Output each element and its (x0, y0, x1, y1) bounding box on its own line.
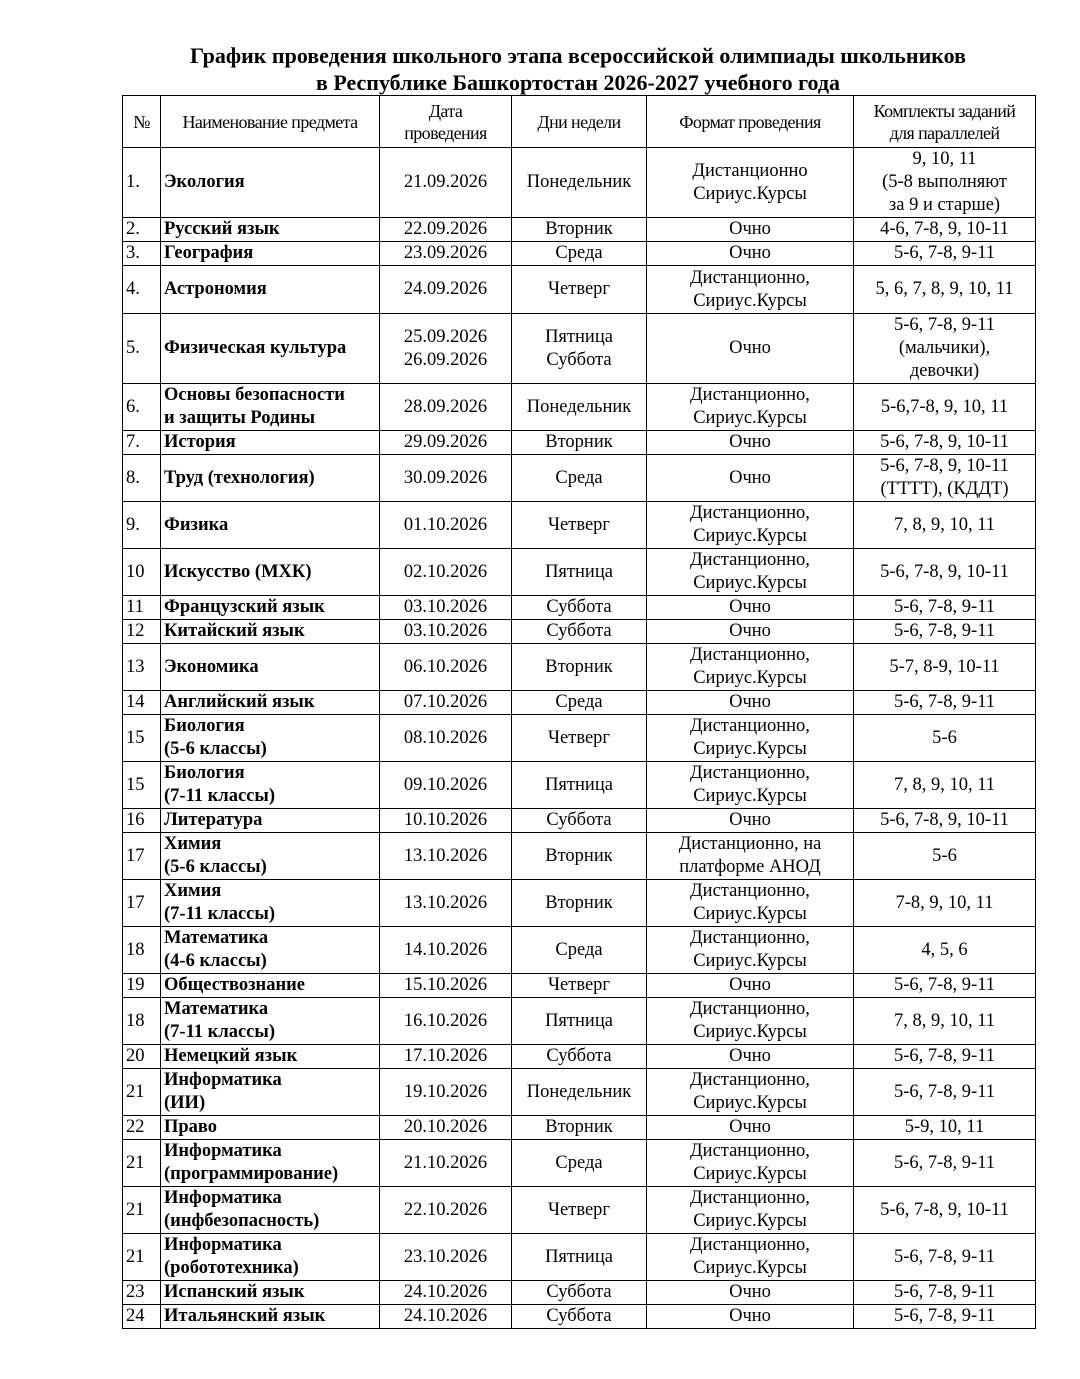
event-format: Очно (647, 455, 854, 502)
task-kits: 7, 8, 9, 10, 11 (854, 762, 1036, 809)
event-format: Очно (647, 596, 854, 620)
task-kits: 5-6, 7-8, 9, 10-11 (854, 1187, 1036, 1234)
event-date: 03.10.2026 (380, 620, 512, 644)
weekday: Четверг (512, 1187, 647, 1234)
weekday: Вторник (512, 880, 647, 927)
event-date: 07.10.2026 (380, 691, 512, 715)
task-kits: 5-6, 7-8, 9-11 (854, 1140, 1036, 1187)
event-format: Дистанционно, Сириус.Курсы (647, 266, 854, 314)
event-format: Очно (647, 1281, 854, 1305)
subject-name: Физика (161, 502, 380, 549)
event-date: 15.10.2026 (380, 974, 512, 998)
table-row (123, 880, 1036, 927)
row-number: 21 (123, 1140, 161, 1187)
row-number: 2. (123, 218, 161, 242)
weekday: Среда (512, 691, 647, 715)
row-number: 23 (123, 1281, 161, 1305)
task-kits: 7, 8, 9, 10, 11 (854, 502, 1036, 549)
event-format: Дистанционно, Сириус.Курсы (647, 644, 854, 691)
subject-name: Литература (161, 809, 380, 833)
row-number: 17 (123, 833, 161, 880)
row-number: 20 (123, 1045, 161, 1069)
row-number: 6. (123, 384, 161, 431)
task-kits: 5, 6, 7, 8, 9, 10, 11 (854, 266, 1036, 314)
event-date: 23.09.2026 (380, 242, 512, 266)
weekday: Пятница (512, 1234, 647, 1281)
document-title (122, 42, 1034, 96)
subject-name: Информатика (программирование) (161, 1140, 380, 1187)
table-row (123, 384, 1036, 431)
table-row (123, 1187, 1036, 1234)
event-format: Дистанционно, Сириус.Курсы (647, 549, 854, 596)
subject-name: Астрономия (161, 266, 380, 314)
subject-name: Английский язык (161, 691, 380, 715)
event-date: 22.09.2026 (380, 218, 512, 242)
row-number: 7. (123, 431, 161, 455)
event-date: 29.09.2026 (380, 431, 512, 455)
weekday: Пятница (512, 998, 647, 1045)
task-kits: 5-6, 7-8, 9-11 (854, 974, 1036, 998)
weekday: Вторник (512, 431, 647, 455)
subject-name: Информатика (инфбезопасность) (161, 1187, 380, 1234)
task-kits: 5-6 (854, 715, 1036, 762)
row-number: 22 (123, 1116, 161, 1140)
subject-name: Китайский язык (161, 620, 380, 644)
subject-name: Экология (161, 148, 380, 218)
task-kits: 5-6, 7-8, 9-11 (854, 1305, 1036, 1329)
weekday: Четверг (512, 266, 647, 314)
weekday: Понедельник (512, 1069, 647, 1116)
task-kits: 5-6 (854, 833, 1036, 880)
event-format: Дистанционно, Сириус.Курсы (647, 927, 854, 974)
event-format: Очно (647, 242, 854, 266)
event-format: Дистанционно Сириус.Курсы (647, 148, 854, 218)
task-kits: 5-6, 7-8, 9-11 (854, 1069, 1036, 1116)
task-kits: 5-6, 7-8, 9-11 (854, 596, 1036, 620)
event-date: 16.10.2026 (380, 998, 512, 1045)
row-number: 1. (123, 148, 161, 218)
subject-name: Искусство (МХК) (161, 549, 380, 596)
event-date: 08.10.2026 (380, 715, 512, 762)
olympiad-schedule-table (122, 95, 1036, 1329)
table-row (123, 314, 1036, 384)
task-kits: 5-9, 10, 11 (854, 1116, 1036, 1140)
event-format: Очно (647, 974, 854, 998)
event-date: 13.10.2026 (380, 880, 512, 927)
table-row (123, 1069, 1036, 1116)
event-date: 19.10.2026 (380, 1069, 512, 1116)
task-kits: 5-6, 7-8, 9-11 (854, 1234, 1036, 1281)
event-format: Очно (647, 1116, 854, 1140)
weekday: Среда (512, 927, 647, 974)
task-kits: 5-7, 8-9, 10-11 (854, 644, 1036, 691)
subject-name: Физическая культура (161, 314, 380, 384)
table-header-row (123, 96, 1036, 148)
subject-name: Химия (5-6 классы) (161, 833, 380, 880)
row-number: 12 (123, 620, 161, 644)
subject-name: Русский язык (161, 218, 380, 242)
task-kits: 4, 5, 6 (854, 927, 1036, 974)
subject-name: Экономика (161, 644, 380, 691)
event-date: 09.10.2026 (380, 762, 512, 809)
event-format: Дистанционно, Сириус.Курсы (647, 998, 854, 1045)
task-kits: 9, 10, 11 (5-8 выполняют за 9 и старше) (854, 148, 1036, 218)
event-format: Дистанционно, на платформе АНОД (647, 833, 854, 880)
row-number: 21 (123, 1069, 161, 1116)
subject-name: Труд (технология) (161, 455, 380, 502)
weekday: Вторник (512, 218, 647, 242)
row-number: 15 (123, 715, 161, 762)
row-number: 3. (123, 242, 161, 266)
event-date: 13.10.2026 (380, 833, 512, 880)
task-kits: 5-6, 7-8, 9-11 (854, 1045, 1036, 1069)
weekday: Суббота (512, 809, 647, 833)
task-kits: 5-6, 7-8, 9, 10-11 (854, 431, 1036, 455)
event-format: Очно (647, 1305, 854, 1329)
event-format: Дистанционно, Сириус.Курсы (647, 762, 854, 809)
task-kits: 4-6, 7-8, 9, 10-11 (854, 218, 1036, 242)
row-number: 16 (123, 809, 161, 833)
table-row (123, 809, 1036, 833)
task-kits: 5-6, 7-8, 9-11 (854, 1281, 1036, 1305)
event-format: Дистанционно, Сириус.Курсы (647, 880, 854, 927)
row-number: 24 (123, 1305, 161, 1329)
table-row (123, 1116, 1036, 1140)
event-date: 10.10.2026 (380, 809, 512, 833)
row-number: 21 (123, 1234, 161, 1281)
event-date: 25.09.2026 26.09.2026 (380, 314, 512, 384)
event-format: Очно (647, 809, 854, 833)
subject-name: Математика (4-6 классы) (161, 927, 380, 974)
weekday: Вторник (512, 1116, 647, 1140)
weekday: Суббота (512, 1281, 647, 1305)
event-format: Дистанционно, Сириус.Курсы (647, 1187, 854, 1234)
event-format: Дистанционно, Сириус.Курсы (647, 384, 854, 431)
weekday: Четверг (512, 974, 647, 998)
event-date: 02.10.2026 (380, 549, 512, 596)
event-date: 21.10.2026 (380, 1140, 512, 1187)
event-date: 23.10.2026 (380, 1234, 512, 1281)
event-format: Дистанционно, Сириус.Курсы (647, 1234, 854, 1281)
table-row (123, 691, 1036, 715)
weekday: Пятница Суббота (512, 314, 647, 384)
table-row (123, 1305, 1036, 1329)
weekday: Среда (512, 1140, 647, 1187)
event-date: 30.09.2026 (380, 455, 512, 502)
task-kits: 7, 8, 9, 10, 11 (854, 998, 1036, 1045)
weekday: Четверг (512, 502, 647, 549)
task-kits: 7-8, 9, 10, 11 (854, 880, 1036, 927)
event-date: 06.10.2026 (380, 644, 512, 691)
table-row (123, 998, 1036, 1045)
subject-name: Обществознание (161, 974, 380, 998)
table-body (123, 148, 1036, 1329)
table-row (123, 1140, 1036, 1187)
subject-name: Математика (7-11 классы) (161, 998, 380, 1045)
table-row (123, 242, 1036, 266)
header-day: Дни недели (512, 96, 647, 148)
weekday: Суббота (512, 620, 647, 644)
row-number: 19 (123, 974, 161, 998)
event-date: 20.10.2026 (380, 1116, 512, 1140)
subject-name: Испанский язык (161, 1281, 380, 1305)
row-number: 18 (123, 927, 161, 974)
event-format: Очно (647, 620, 854, 644)
weekday: Вторник (512, 644, 647, 691)
table-row (123, 218, 1036, 242)
subject-name: География (161, 242, 380, 266)
table-row (123, 549, 1036, 596)
subject-name: Основы безопасности и защиты Родины (161, 384, 380, 431)
row-number: 17 (123, 880, 161, 927)
weekday: Пятница (512, 549, 647, 596)
title-line-2: в Республике Башкортостан 2026-2027 учебного года (315, 70, 841, 95)
event-date: 17.10.2026 (380, 1045, 512, 1069)
table-row (123, 596, 1036, 620)
table-row (123, 715, 1036, 762)
weekday: Понедельник (512, 148, 647, 218)
table-row (123, 455, 1036, 502)
weekday: Среда (512, 455, 647, 502)
event-date: 21.09.2026 (380, 148, 512, 218)
table-row (123, 927, 1036, 974)
task-kits: 5-6, 7-8, 9, 10-11 (854, 549, 1036, 596)
subject-name: Право (161, 1116, 380, 1140)
subject-name: Французский язык (161, 596, 380, 620)
table-row (123, 762, 1036, 809)
weekday: Среда (512, 242, 647, 266)
event-date: 14.10.2026 (380, 927, 512, 974)
event-format: Очно (647, 314, 854, 384)
task-kits: 5-6,7-8, 9, 10, 11 (854, 384, 1036, 431)
table-row (123, 502, 1036, 549)
event-date: 24.10.2026 (380, 1281, 512, 1305)
table-row (123, 1045, 1036, 1069)
row-number: 4. (123, 266, 161, 314)
header-format: Формат проведения (647, 96, 854, 148)
subject-name: Итальянский язык (161, 1305, 380, 1329)
subject-name: Немецкий язык (161, 1045, 380, 1069)
task-kits: 5-6, 7-8, 9-11 (854, 691, 1036, 715)
event-date: 03.10.2026 (380, 596, 512, 620)
task-kits: 5-6, 7-8, 9-11 (мальчики), девочки) (854, 314, 1036, 384)
event-format: Дистанционно, Сириус.Курсы (647, 1140, 854, 1187)
event-date: 01.10.2026 (380, 502, 512, 549)
task-kits: 5-6, 7-8, 9, 10-11 (854, 809, 1036, 833)
table-row (123, 431, 1036, 455)
weekday: Суббота (512, 1045, 647, 1069)
row-number: 13 (123, 644, 161, 691)
row-number: 15 (123, 762, 161, 809)
header-num: № (123, 96, 161, 148)
subject-name: Биология (7-11 классы) (161, 762, 380, 809)
event-format: Очно (647, 691, 854, 715)
event-format: Дистанционно, Сириус.Курсы (647, 1069, 854, 1116)
row-number: 9. (123, 502, 161, 549)
event-format: Очно (647, 1045, 854, 1069)
event-format: Дистанционно, Сириус.Курсы (647, 502, 854, 549)
subject-name: Информатика (ИИ) (161, 1069, 380, 1116)
weekday: Вторник (512, 833, 647, 880)
row-number: 8. (123, 455, 161, 502)
subject-name: История (161, 431, 380, 455)
weekday: Суббота (512, 1305, 647, 1329)
weekday: Четверг (512, 715, 647, 762)
row-number: 10 (123, 549, 161, 596)
table-row (123, 974, 1036, 998)
row-number: 14 (123, 691, 161, 715)
weekday: Пятница (512, 762, 647, 809)
table-row (123, 148, 1036, 218)
table-row (123, 266, 1036, 314)
subject-name: Информатика (робототехника) (161, 1234, 380, 1281)
event-format: Очно (647, 218, 854, 242)
table-row (123, 1234, 1036, 1281)
weekday: Понедельник (512, 384, 647, 431)
title-line-1: График проведения школьного этапа всероссийской олимпиады школьников (190, 43, 966, 68)
event-format: Очно (647, 431, 854, 455)
header-subject: Наименование предмета (161, 96, 380, 148)
table-row (123, 644, 1036, 691)
table-row (123, 620, 1036, 644)
event-format: Дистанционно, Сириус.Курсы (647, 715, 854, 762)
event-date: 24.10.2026 (380, 1305, 512, 1329)
task-kits: 5-6, 7-8, 9, 10-11 (ТТТТ), (КДДТ) (854, 455, 1036, 502)
event-date: 24.09.2026 (380, 266, 512, 314)
weekday: Суббота (512, 596, 647, 620)
table-row (123, 833, 1036, 880)
event-date: 28.09.2026 (380, 384, 512, 431)
row-number: 11 (123, 596, 161, 620)
event-date: 22.10.2026 (380, 1187, 512, 1234)
task-kits: 5-6, 7-8, 9-11 (854, 242, 1036, 266)
row-number: 18 (123, 998, 161, 1045)
header-date: Дата проведения (380, 96, 512, 148)
row-number: 21 (123, 1187, 161, 1234)
table-row (123, 1281, 1036, 1305)
subject-name: Химия (7-11 классы) (161, 880, 380, 927)
header-kits: Комплекты заданий для параллелей (854, 96, 1036, 148)
task-kits: 5-6, 7-8, 9-11 (854, 620, 1036, 644)
row-number: 5. (123, 314, 161, 384)
subject-name: Биология (5-6 классы) (161, 715, 380, 762)
